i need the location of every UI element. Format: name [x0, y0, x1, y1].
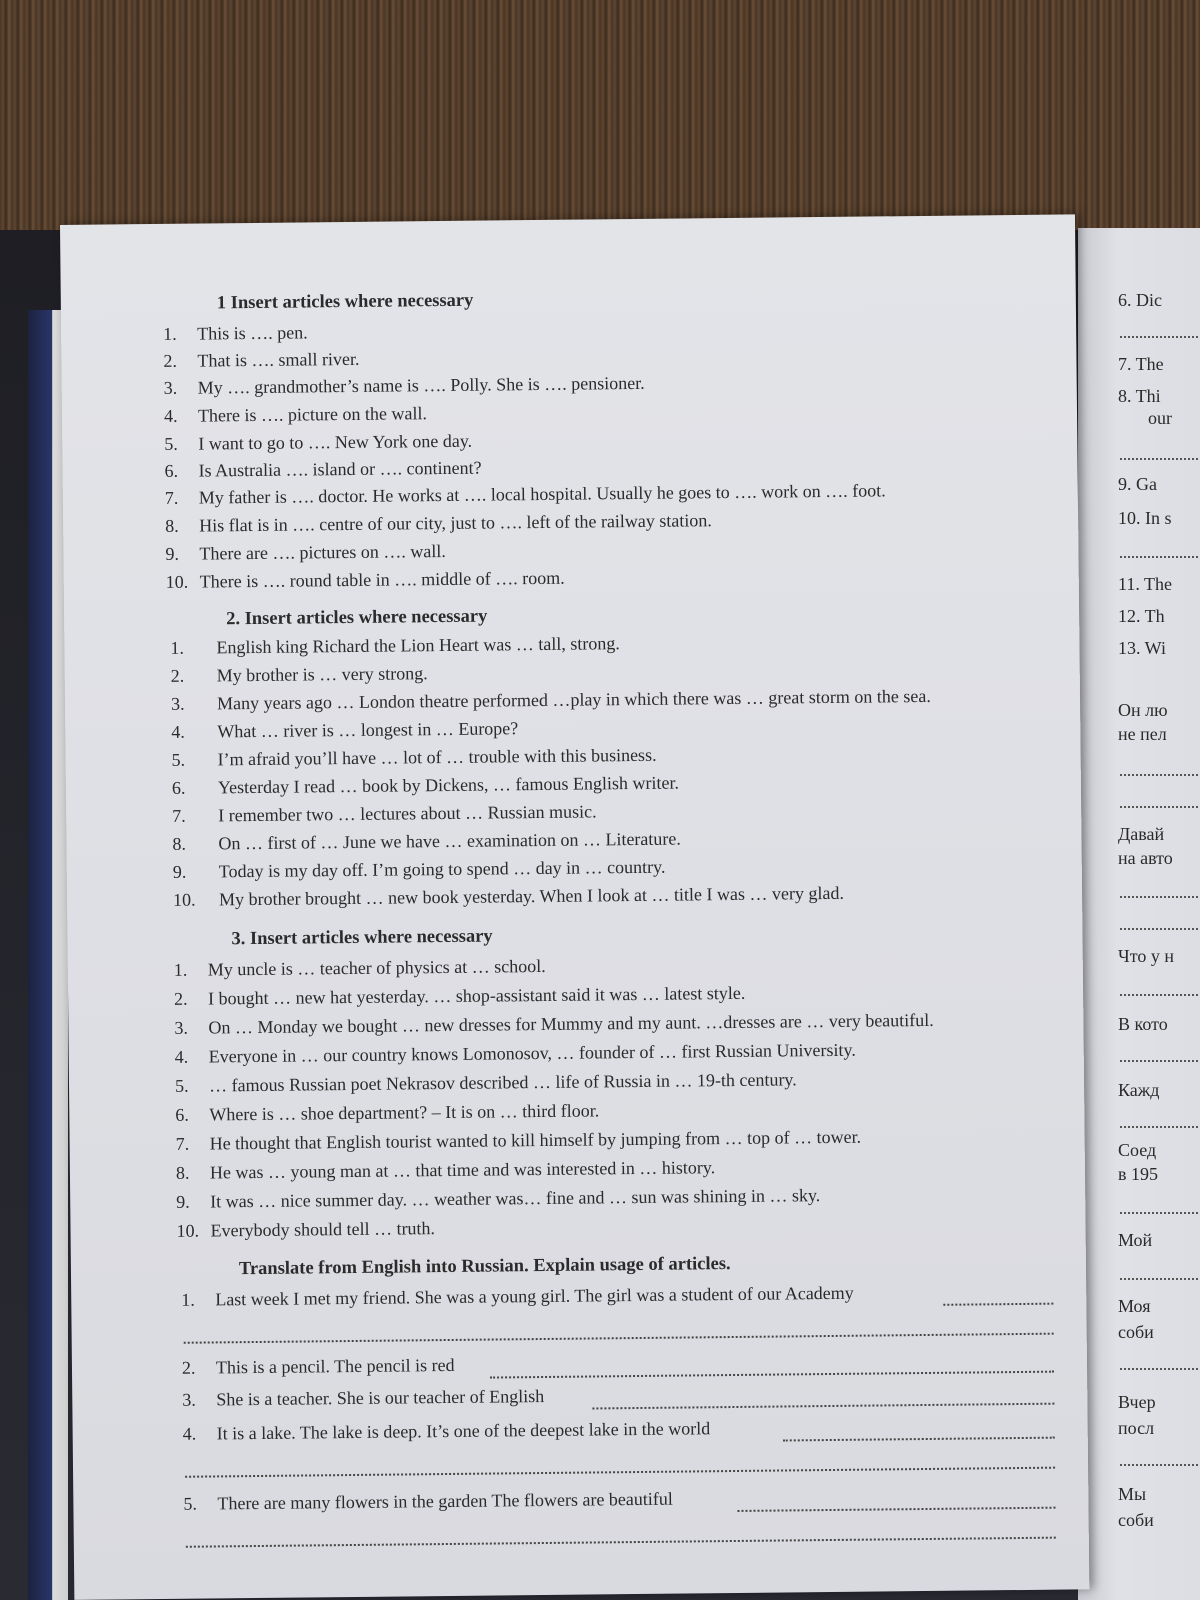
item-number: 8. [172, 833, 187, 854]
item-text: There is …. picture on the wall. [197, 403, 428, 426]
item-text: She is a teacher. She is our teacher of English [216, 1385, 545, 1410]
item-text: Everybody should tell … truth. [210, 1218, 436, 1241]
answer-line [592, 1403, 1054, 1410]
item-number: 1. [163, 323, 177, 344]
translation-item [182, 1386, 544, 1411]
right-dots [1120, 556, 1200, 558]
right-line: Что у н [1118, 946, 1174, 966]
right-line: 13. Wi [1118, 638, 1166, 658]
item-text: Everyone in … our country knows Lomonosov, … founder of … first Russian University. [208, 1039, 856, 1067]
right-line: не пел [1118, 724, 1167, 744]
answer-line [943, 1303, 1053, 1306]
exercise-item [176, 1127, 862, 1155]
item-text: He thought that English tourist wanted to kill himself by jumping from … top of … tower. [209, 1126, 862, 1154]
item-number: 2. [163, 350, 178, 371]
section2-heading: 2. Insert articles where necessary [226, 606, 488, 630]
exercise-item [172, 829, 681, 855]
item-number: 6. [164, 460, 179, 481]
item-text: On … Monday we bought … new dresses for Mummy and my aunt. …dresses are … very beautiful. [208, 1009, 934, 1038]
item-text: My brother brought … new book yesterday. When I look at … title I was … very glad. [218, 882, 845, 910]
right-dots [1120, 1126, 1200, 1128]
exercise-item [172, 801, 597, 826]
right-page [1078, 228, 1200, 1600]
item-number: 3. [182, 1389, 196, 1410]
exercise-item [171, 718, 518, 743]
right-line: Вчер [1118, 1392, 1156, 1412]
item-number: 1. [181, 1289, 195, 1310]
item-text: Last week I met my friend. She was a young girl. The girl was a student of our Academy [215, 1282, 854, 1310]
item-text: There are many flowers in the garden The flowers are beautiful [217, 1488, 673, 1514]
item-text: That is …. small river. [197, 348, 360, 371]
exercise-item [176, 1185, 820, 1213]
right-dots [1120, 806, 1200, 808]
translation-item [181, 1283, 854, 1311]
right-dots [1120, 336, 1200, 338]
answer-line [783, 1437, 1055, 1442]
right-line: соби [1118, 1322, 1154, 1342]
item-number: 6. [175, 1104, 189, 1125]
exercise-item [174, 956, 546, 981]
right-line: Давай [1118, 824, 1165, 844]
exercise-item [166, 568, 565, 593]
exercise-item [164, 458, 481, 482]
item-number: 3. [174, 1017, 189, 1038]
section4-heading: Translate from English into Russian. Explain usage of articles. [238, 1254, 731, 1280]
item-text: Yesterday I read … book by Dickens, … famous English writer. [217, 772, 680, 798]
item-number: 2. [170, 665, 185, 686]
right-line: 12. Th [1118, 606, 1165, 626]
exercise-item [175, 1069, 797, 1097]
right-line: Мой [1118, 1230, 1153, 1250]
item-text: I’m afraid you’ll have … lot of … trouble with this business. [217, 744, 657, 770]
right-line: посл [1118, 1418, 1155, 1438]
answer-line [490, 1371, 1054, 1379]
right-dots [1120, 458, 1200, 460]
right-dots [1120, 994, 1200, 996]
item-text: There are …. pictures on …. wall. [199, 540, 446, 564]
exercise-item [171, 663, 428, 687]
exercise-item [163, 322, 308, 345]
item-text: His flat is in …. centre of our city, just to …. left of the railway station. [199, 510, 712, 536]
item-number: 3. [170, 693, 185, 714]
item-number: 7. [175, 1133, 190, 1154]
item-number: 2. [174, 988, 188, 1009]
answer-line [737, 1507, 1055, 1512]
right-dots [1120, 1212, 1200, 1214]
exercise-item [172, 745, 657, 771]
right-dots [1120, 1464, 1200, 1466]
item-number: 9. [165, 543, 180, 564]
item-text: Is Australia …. island or …. continent? [198, 457, 482, 481]
item-text: On … first of … June we have … examination on … Literature. [218, 828, 681, 854]
item-text: There is …. round table in …. middle of …. room. [199, 567, 565, 592]
exercise-item [173, 857, 666, 883]
item-number: 4. [171, 721, 185, 742]
exercise-item [164, 373, 645, 399]
item-number: 4. [174, 1046, 189, 1067]
right-line: В кото [1118, 1014, 1168, 1034]
answer-line [184, 1333, 1054, 1344]
item-text: Many years ago … London theatre performed …play in which there was … great storm on the sea. [216, 685, 931, 714]
exercise-item [163, 349, 359, 372]
item-number: 9. [172, 861, 187, 882]
translation-item [182, 1355, 455, 1379]
translation-item [183, 1489, 673, 1515]
right-line: 6. Dic [1118, 290, 1162, 310]
exercise-item [165, 510, 712, 537]
right-dots [1120, 896, 1200, 898]
exercise-item [164, 431, 472, 455]
section3-heading: 3. Insert articles where necessary [231, 926, 493, 950]
answer-line [186, 1537, 1056, 1548]
exercise-item [173, 883, 844, 911]
right-line: Он лю [1118, 700, 1168, 720]
item-text: It was … nice summer day. … weather was… fine and … sun was shining in … sky. [210, 1185, 821, 1212]
exercise-item [176, 1157, 715, 1184]
item-number: 9. [176, 1191, 190, 1212]
exercise-item [174, 983, 745, 1010]
right-line: 10. In s [1118, 508, 1172, 528]
exercise-item [174, 1010, 934, 1039]
answer-line [185, 1467, 1055, 1478]
item-number: 8. [175, 1162, 190, 1183]
item-text: I bought … new hat yesterday. … shop-assistant said it was … latest style. [208, 982, 746, 1009]
item-text: This is a pencil. The pencil is red [215, 1354, 455, 1378]
right-line: Соед [1118, 1140, 1157, 1160]
item-text: My father is …. doctor. He works at …. local hospital. Usually he goes to …. work on …. foot. [198, 480, 886, 508]
exercise-item [175, 1040, 856, 1068]
item-number: 2. [181, 1357, 196, 1378]
section1-heading: 1 Insert articles where necessary [216, 290, 474, 314]
right-dots [1120, 774, 1200, 776]
right-dots [1120, 1368, 1200, 1370]
right-line: Кажд [1118, 1080, 1160, 1100]
right-line: Моя [1118, 1296, 1151, 1316]
item-number: 4. [182, 1423, 197, 1444]
item-number: 10. [165, 571, 189, 592]
item-text: My brother is … very strong. [216, 663, 428, 686]
item-text: My uncle is … teacher of physics at … school. [207, 955, 546, 980]
exercise-item [175, 1100, 599, 1125]
item-number: 5. [174, 1075, 189, 1096]
right-line: our [1148, 408, 1172, 428]
right-line: на авто [1118, 848, 1173, 868]
item-number: 6. [171, 777, 186, 798]
item-text: He was … young man at … that time and was interested in … history. [209, 1157, 716, 1183]
right-line: 8. Thi [1118, 386, 1161, 406]
worksheet-page [60, 214, 1089, 1600]
right-line: 7. The [1118, 354, 1164, 374]
item-text: Where is … shoe department? – It is on … third floor. [209, 1100, 600, 1125]
worksheet-content [60, 214, 1089, 1600]
right-line: 9. Ga [1118, 474, 1157, 494]
item-number: 5. [183, 1493, 198, 1514]
item-number: 7. [164, 487, 179, 508]
item-number: 3. [163, 377, 178, 398]
exercise-item [165, 541, 446, 565]
item-text: My …. grandmother’s name is …. Polly. She is …. pensioner. [197, 372, 645, 398]
item-number: 8. [165, 515, 179, 536]
item-text: It is a lake. The lake is deep. It’s one of the deepest lake in the world [216, 1418, 711, 1444]
right-dots [1120, 1278, 1200, 1280]
right-dots [1120, 928, 1200, 930]
exercise-item [164, 403, 427, 427]
item-text: This is …. pen. [197, 322, 308, 344]
right-line: 11. The [1118, 574, 1172, 594]
translation-item [183, 1418, 711, 1445]
right-dots [1120, 1060, 1200, 1062]
item-number: 1. [173, 959, 188, 980]
exercise-item [165, 480, 886, 509]
item-number: 10. [172, 889, 196, 910]
item-text: What … river is … longest in … Europe? [217, 718, 519, 742]
item-number: 5. [171, 749, 186, 770]
item-text: Today is my day off. I’m going to spend … day in … country. [218, 856, 666, 882]
exercise-item [170, 633, 620, 659]
item-text: … famous Russian poet Nekrasov described … life of Russia in … 19-th century. [208, 1069, 797, 1096]
item-number: 10. [176, 1220, 200, 1241]
exercise-item [172, 773, 679, 799]
exercise-item [171, 686, 931, 715]
right-line: Мы [1118, 1484, 1147, 1504]
item-number: 7. [172, 805, 186, 826]
item-number: 4. [163, 405, 178, 426]
item-text: I want to go to …. New York one day. [198, 430, 473, 454]
right-line: соби [1118, 1510, 1154, 1530]
exercise-item [176, 1218, 435, 1242]
item-number: 1. [170, 637, 185, 658]
item-number: 5. [164, 433, 178, 454]
item-text: I remember two … lectures about … Russian music. [218, 801, 597, 826]
item-text: English king Richard the Lion Heart was … tall, strong. [216, 633, 620, 658]
right-line: в 195 [1118, 1164, 1158, 1184]
